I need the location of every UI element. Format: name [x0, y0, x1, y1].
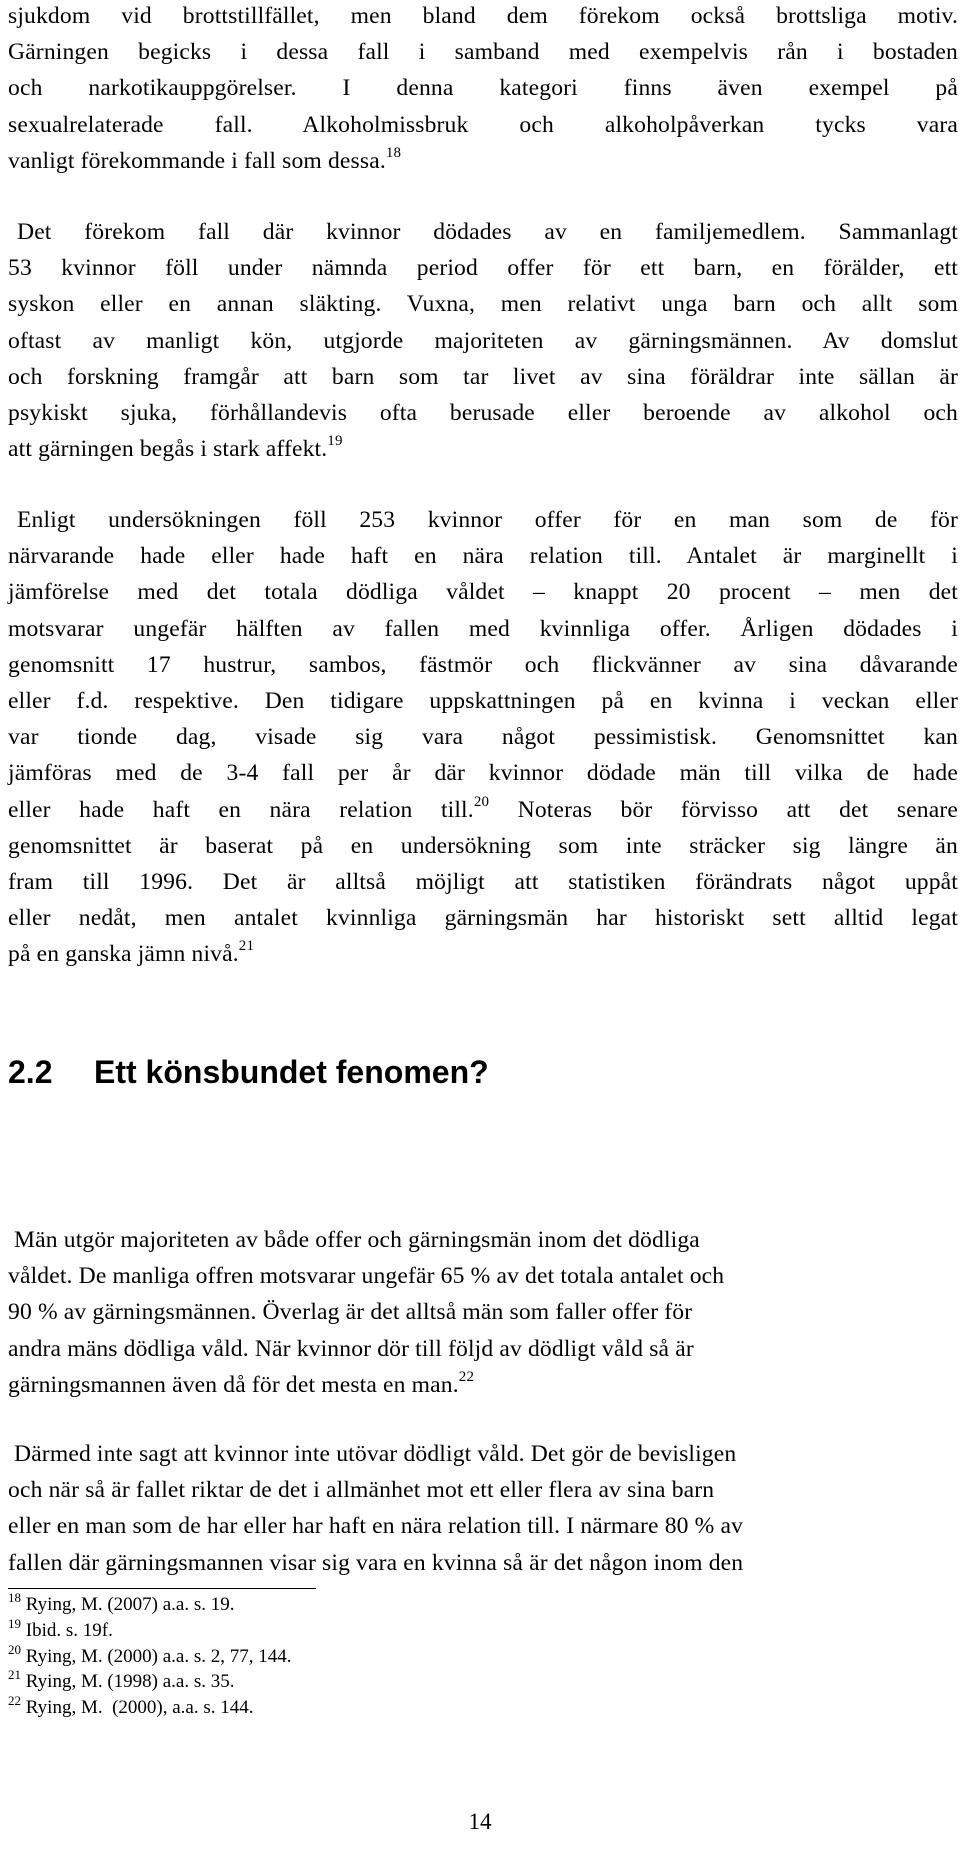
- footnote-reference: 21: [238, 938, 255, 955]
- footnote-number: 19: [8, 1615, 21, 1631]
- text-line: eller nedåt, men antalet kvinnliga gärningsmän har historiskt sett alltid legat: [8, 905, 958, 932]
- text-line: eller hade haft en nära relation till.: [8, 796, 474, 823]
- footnote-reference: 19: [327, 433, 343, 450]
- text-line: psykiskt sjuka, förhållandevis ofta berusade eller beroende av alkohol och: [8, 399, 958, 426]
- footnote: [8, 1669, 608, 1695]
- section-heading: [8, 1052, 489, 1092]
- footnote: [8, 1695, 608, 1721]
- text-line-with-footnote: [8, 936, 958, 972]
- text-line: och när så är fallet riktar de det i allmänhet mot ett eller flera av sina barn: [8, 1477, 715, 1504]
- text-line: Noteras bör förvisso att det senare: [517, 796, 958, 823]
- text-line: var tionde dag, visade sig vara något pessimistisk. Genomsnittet kan: [8, 724, 958, 751]
- footnote-number: 21: [8, 1667, 21, 1683]
- footnote-text: Rying, M. (2007) a.a. s. 19.: [25, 1594, 235, 1615]
- text-line: sjukdom vid brottstillfället, men bland dem förekom också brottsliga motiv.: [8, 3, 958, 29]
- text-line: våldet. De manliga offren motsvarar ungefär 65 % av det totala antalet och: [8, 1263, 725, 1290]
- paragraph-2: [8, 214, 958, 467]
- text-line: eller en man som de har eller har haft en nära relation till. I närmare 80 % av: [8, 1513, 744, 1540]
- paragraph-1: [8, 0, 958, 179]
- footnote-reference: 20: [473, 793, 490, 810]
- footnote-text: Rying, M. (2000) a.a. s. 2, 77, 144.: [25, 1645, 292, 1667]
- text-line: jämförelse med det totala dödliga våldet – knappt 20 procent – men det: [8, 579, 958, 606]
- text-line: Män utgör majoriteten av både offer och gärningsmän inom det dödliga: [14, 1227, 700, 1253]
- footnote-separator: [8, 1588, 316, 1589]
- text-line: Enligt undersökningen föll 253 kvinnor offer för en man som de för: [17, 507, 958, 533]
- text-line: Det förekom fall där kvinnor dödades av en familjemedlem. Sammanlagt: [17, 219, 958, 245]
- footnote-number: 18: [8, 1590, 21, 1605]
- text-line: eller f.d. respektive. Den tidigare uppskattningen på en kvinna i veckan eller: [8, 687, 958, 714]
- text-line: genomsnitt 17 hustrur, sambos, fästmör och flickvänner av sina dåvarande: [8, 651, 958, 678]
- paragraph-4: [8, 1222, 958, 1403]
- text-line: fram till 1996. Det är alltså möjligt att statistiken förändrats något uppåt: [8, 868, 958, 895]
- page-number: 14: [468, 1809, 492, 1834]
- text-line: andra mäns dödliga våld. När kvinnor dör till följd av dödligt våld så är: [8, 1335, 694, 1362]
- footnotes: [8, 1592, 608, 1721]
- text-line: närvarande hade eller hade haft en nära relation till. Antalet är marginellt i: [8, 543, 958, 570]
- text-line: syskon eller en annan släkting. Vuxna, men relativt unga barn och allt som: [8, 291, 958, 318]
- section-number: 2.2: [8, 1054, 53, 1090]
- text-line: jämföras med de 3-4 fall per år där kvinnor dödade män till vilka de hade: [8, 760, 958, 787]
- text-line-with-footnote: [8, 792, 958, 828]
- paragraph-3: [8, 502, 958, 972]
- text-line: och narkotikauppgörelser. I denna kategori finns även exempel på: [8, 75, 958, 102]
- text-line: genomsnittet är baserat på en undersökning som inte sträcker sig längre än: [8, 832, 958, 859]
- footnote-text: Rying, M. (2000), a.a. s. 144.: [25, 1697, 254, 1719]
- text-line: gärningsmannen även då för det mesta en man.: [8, 1371, 459, 1398]
- footnote-number: 20: [8, 1641, 21, 1657]
- text-line: motsvarar ungefär hälften av fallen med kvinnliga offer. Årligen dödades i: [8, 615, 958, 642]
- footnote: [8, 1641, 608, 1670]
- footnote-number: 22: [8, 1693, 21, 1709]
- footnote-text: Rying, M. (1998) a.a. s. 35.: [25, 1671, 235, 1693]
- section-title: Ett könsbundet fenomen?: [94, 1054, 489, 1090]
- text-line-with-footnote: [8, 431, 958, 467]
- text-line: Gärningen begicks i dessa fall i samband med exempelvis rån i bostaden: [8, 39, 958, 66]
- footnote: [8, 1615, 608, 1644]
- footnote-reference: 22: [458, 1368, 475, 1385]
- text-line: fallen där gärningsmannen visar sig vara en kvinna så är det någon inom den: [8, 1549, 744, 1576]
- paragraph-5: [8, 1436, 958, 1581]
- footnote-text: Ibid. s. 19f.: [25, 1619, 113, 1641]
- footnote-reference: 18: [385, 144, 402, 161]
- text-line: att gärningen begås i stark affekt.: [8, 436, 328, 463]
- text-line: vanligt förekommande i fall som dessa.: [8, 147, 386, 174]
- footnote: [8, 1592, 608, 1618]
- text-line: på en ganska jämn nivå.: [8, 941, 239, 968]
- text-line: oftast av manligt kön, utgjorde majoriteten av gärningsmännen. Av domslut: [8, 327, 958, 354]
- text-line: 53 kvinnor föll under nämnda period offer för ett barn, en förälder, ett: [8, 255, 958, 282]
- text-line-with-footnote: [8, 1367, 958, 1403]
- text-line: Därmed inte sagt att kvinnor inte utövar dödligt våld. Det gör de bevisligen: [14, 1441, 737, 1467]
- text-line-with-footnote: [8, 143, 958, 179]
- text-line: och forskning framgår att barn som tar livet av sina föräldrar inte sällan är: [8, 363, 958, 390]
- text-line: 90 % av gärningsmännen. Överlag är det alltså män som faller offer för: [8, 1299, 693, 1326]
- text-line: sexualrelaterade fall. Alkoholmissbruk och alkoholpåverkan tycks vara: [8, 111, 958, 138]
